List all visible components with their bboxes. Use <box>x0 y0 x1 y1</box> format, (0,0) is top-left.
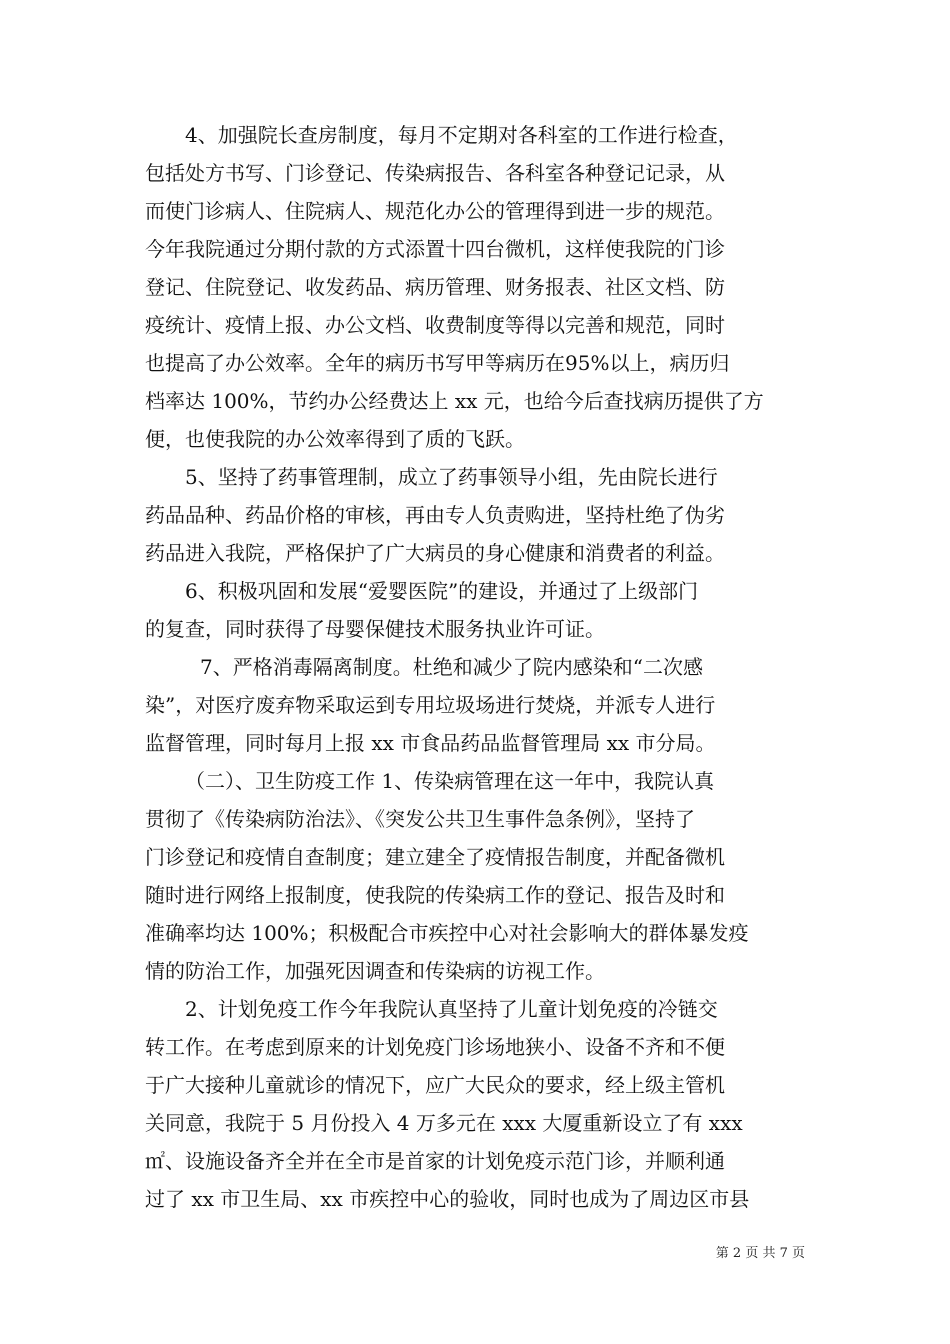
text-line: 而使门诊病人、住院病人、规范化办公的管理得到进一步的规范。 <box>145 199 725 223</box>
text-line: 随时进行网络上报制度，使我院的传染病工作的登记、报告及时和 <box>145 883 725 907</box>
page-footer: 第 2 页 共 7 页 <box>715 1246 805 1261</box>
text-line: 于广大接种儿童就诊的情况下，应广大民众的要求，经上级主管机 <box>145 1073 725 1097</box>
text-line: 染”，对医疗废弃物采取运到专用垃圾场进行焚烧，并派专人进行 <box>145 693 716 717</box>
text-line: 转工作。在考虑到原来的计划免疫门诊场地狭小、设备不齐和不便 <box>145 1035 725 1059</box>
text-line: （二）、卫生防疫工作 1、传染病管理在这一年中，我院认真 <box>185 769 715 793</box>
text-line: 4、加强院长查房制度，每月不定期对各科室的工作进行检查， <box>185 123 738 147</box>
text-line: 过了 xx 市卫生局、xx 市疾控中心的验收，同时也成为了周边区市县 <box>145 1187 750 1211</box>
text-line: 今年我院通过分期付款的方式添置十四台微机，这样使我院的门诊 <box>145 237 725 261</box>
text-line: 药品品种、药品价格的审核，再由专人负责购进，坚持杜绝了伪劣 <box>145 503 725 527</box>
text-line: 7、严格消毒隔离制度。杜绝和减少了院内感染和“二次感 <box>200 655 703 679</box>
text-line: 药品进入我院，严格保护了广大病员的身心健康和消费者的利益。 <box>145 541 725 565</box>
text-line: 便，也使我院的办公效率得到了质的飞跃。 <box>145 427 525 451</box>
text-line: 2、计划免疫工作今年我院认真坚持了儿童计划免疫的冷链交 <box>185 997 718 1021</box>
text-line: 5、坚持了药事管理制，成立了药事领导小组，先由院长进行 <box>185 465 718 489</box>
text-line: 登记、住院登记、收发药品、病历管理、财务报表、社区文档、防 <box>145 275 725 299</box>
text-line: 档率达 100%，节约办公经费达上 xx 元，也给今后查找病历提供了方 <box>145 389 764 413</box>
text-line: 疫统计、疫情上报、办公文档、收费制度等得以完善和规范，同时 <box>145 313 725 337</box>
text-line: 准确率均达 100%；积极配合市疾控中心对社会影响大的群体暴发疫 <box>145 921 749 945</box>
text-line: 的复查，同时获得了母婴保健技术服务执业许可证。 <box>145 617 605 641</box>
text-line: 贯彻了《传染病防治法》、《突发公共卫生事件急条例》，坚持了 <box>145 807 695 831</box>
text-line: 情的防治工作，加强死因调查和传染病的访视工作。 <box>145 959 605 983</box>
text-line: 监督管理，同时每月上报 xx 市食品药品监督管理局 xx 市分局。 <box>145 731 716 755</box>
text-line: 门诊登记和疫情自查制度；建立建全了疫情报告制度，并配备微机 <box>145 845 725 869</box>
text-line: 关同意，我院于 5 月份投入 4 万多元在 xxx 大厦重新设立了有 xxx <box>145 1111 743 1135</box>
text-line: 6、积极巩固和发展“爱婴医院”的建设，并通过了上级部门 <box>185 579 699 603</box>
text-line: ㎡、设施设备齐全并在全市是首家的计划免疫示范门诊，并顺利通 <box>145 1149 725 1173</box>
text-line: 也提高了办公效率。全年的病历书写甲等病历在95%以上，病历归 <box>145 351 730 375</box>
text-line: 包括处方书写、门诊登记、传染病报告、各科室各种登记记录，从 <box>145 161 725 185</box>
